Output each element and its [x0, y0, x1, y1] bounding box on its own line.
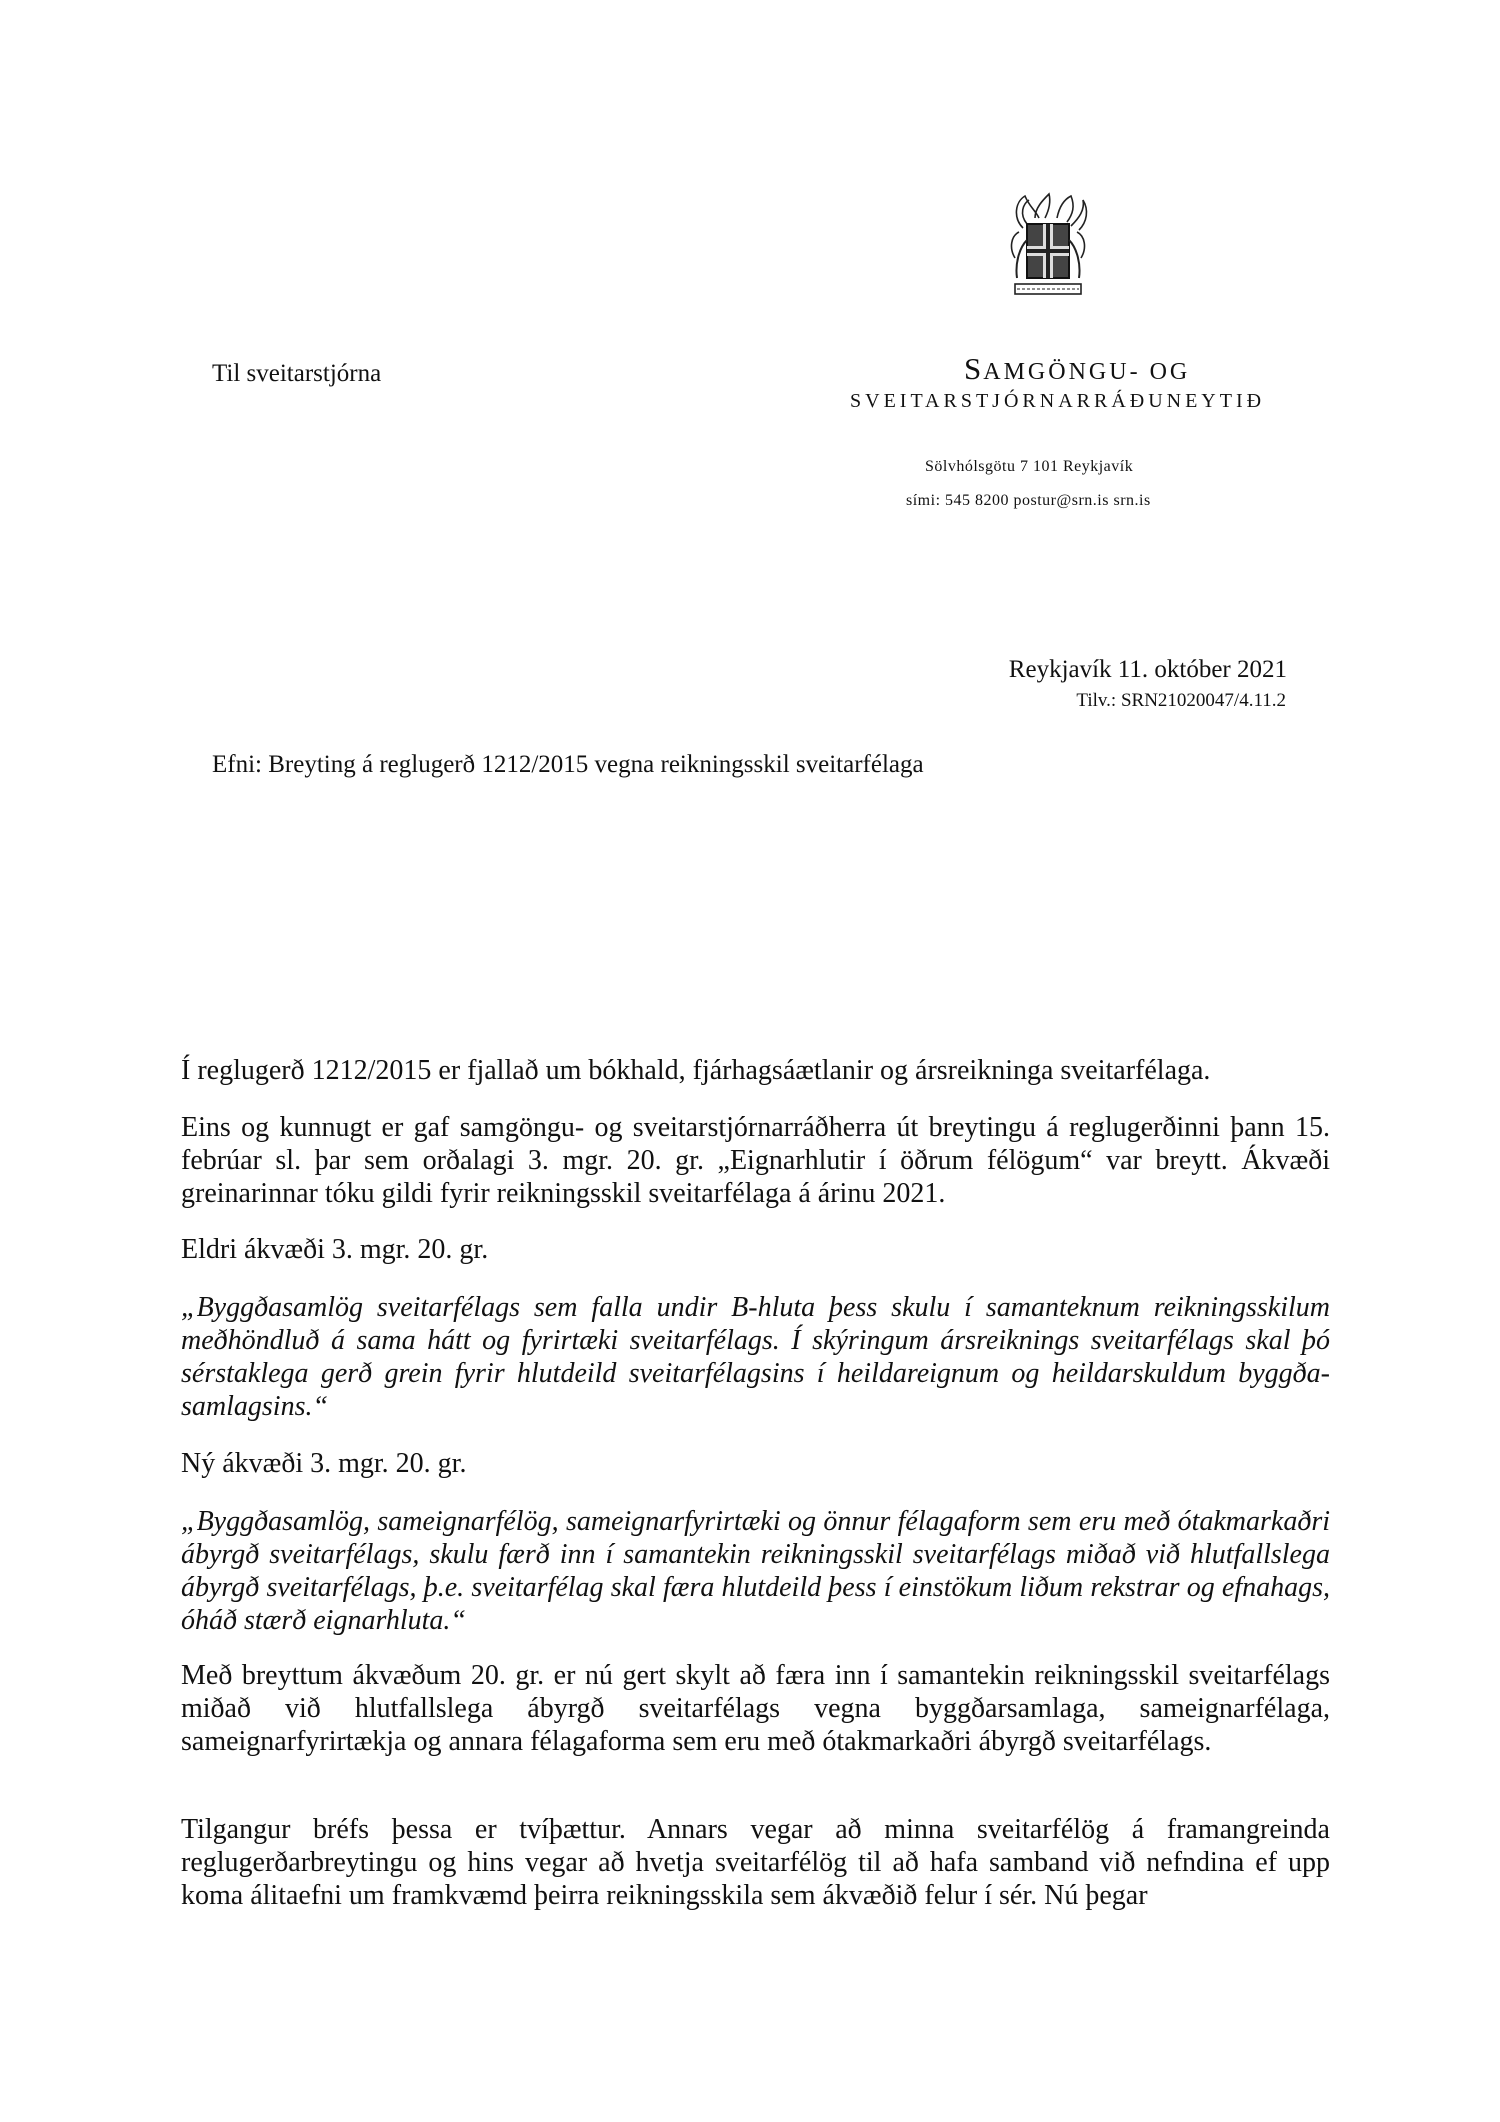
ministry-contact: sími: 545 8200 postur@srn.is srn.is: [906, 492, 1151, 509]
paragraph-changes: Með breyttum ákvæðum 20. gr. er nú gert skylt að færa inn í samantekin reikningsskil sveitarfélags miðað við hlutfallslega ábyrgð sveitarfélags vegna byggðarsamlaga, sameignarfélaga, sameignarfyrirtækja og annara félagaforma sem eru með ótakmarkaðri ábyrgð sveitarfélags.: [181, 1660, 1330, 1757]
letter-date: Reykjavík 11. október 2021: [1008, 656, 1287, 683]
paragraph-amendment: Eins og kunnugt er gaf samgöngu- og sveitarstjórnarráðherra út breytingu á reglugerðinni þann 15. febrúar sl. þar sem orðalagi 3. mgr. 20. gr. „Eignarhlutir í öðrum félögum“ var breytt. Ákvæði greinarinnar tóku gildi fyrir reikningsskil sveitarfélaga á árinu 2021.: [181, 1112, 1330, 1209]
ministry-name-rest: AMGÖNGU- OG: [983, 359, 1191, 385]
old-provision-quote: „Byggðasamlög sveitarfélags sem falla undir B-hluta þess skulu í samanteknum reikningsskilum meðhöndluð á sama hátt og fyrirtæki sveitarfélags. Í skýringum ársreiknings sveitarfélags skal þó sérstaklega gerð grein fyrir hlutdeild sveitarfélagsins í heildareignum og heildarskuldum byggða-samlagsins.“: [181, 1292, 1330, 1422]
ministry-name-line-1: [964, 351, 1190, 387]
paragraph-purpose: Tilgangur bréfs þessa er tvíþættur. Annars vegar að minna sveitarfélög á framangreinda reglugerðarbreytingu og hins vegar að hvetja sveitarfélög til að hafa samband við nefndina ef upp koma álitaefni um framkvæmd þeirra reikningsskila sem ákvæðið felur í sér. Nú þegar: [181, 1814, 1330, 1911]
new-provision-heading: Ný ákvæði 3. mgr. 20. gr.: [181, 1448, 467, 1479]
new-provision-quote: „Byggðasamlög, sameignarfélög, sameignarfyrirtæki og önnur félagaform sem eru með ótakmarkaðri ábyrgð sveitarfélags, skulu færð inn í samantekin reikningsskil sveitarfélags miðað við hlutfallslega ábyrgð sveitarfélags, þ.e. sveitarfélag skal færa hlutdeild þess í einstökum liðum rekstrar og efnahags, óháð stærð eignarhluta.“: [181, 1506, 1330, 1636]
reference-number: Tilv.: SRN21020047/4.11.2: [1076, 690, 1286, 711]
coat-of-arms-icon: [1005, 188, 1091, 310]
paragraph-intro: Í reglugerð 1212/2015 er fjallað um bókhald, fjárhagsáætlanir og ársreikninga sveitarfélaga.: [181, 1055, 1211, 1086]
ministry-name-line-2: SVEITARSTJÓRNARRÁÐUNEYTIÐ: [850, 390, 1266, 412]
ministry-address: Sölvhólsgötu 7 101 Reykjavík: [925, 458, 1134, 475]
letter-subject: Efni: Breyting á reglugerð 1212/2015 vegna reikningsskil sveitarfélaga: [212, 751, 924, 778]
ministry-initial: S: [964, 351, 984, 386]
recipient: Til sveitarstjórna: [212, 360, 382, 387]
old-provision-heading: Eldri ákvæði 3. mgr. 20. gr.: [181, 1234, 489, 1265]
